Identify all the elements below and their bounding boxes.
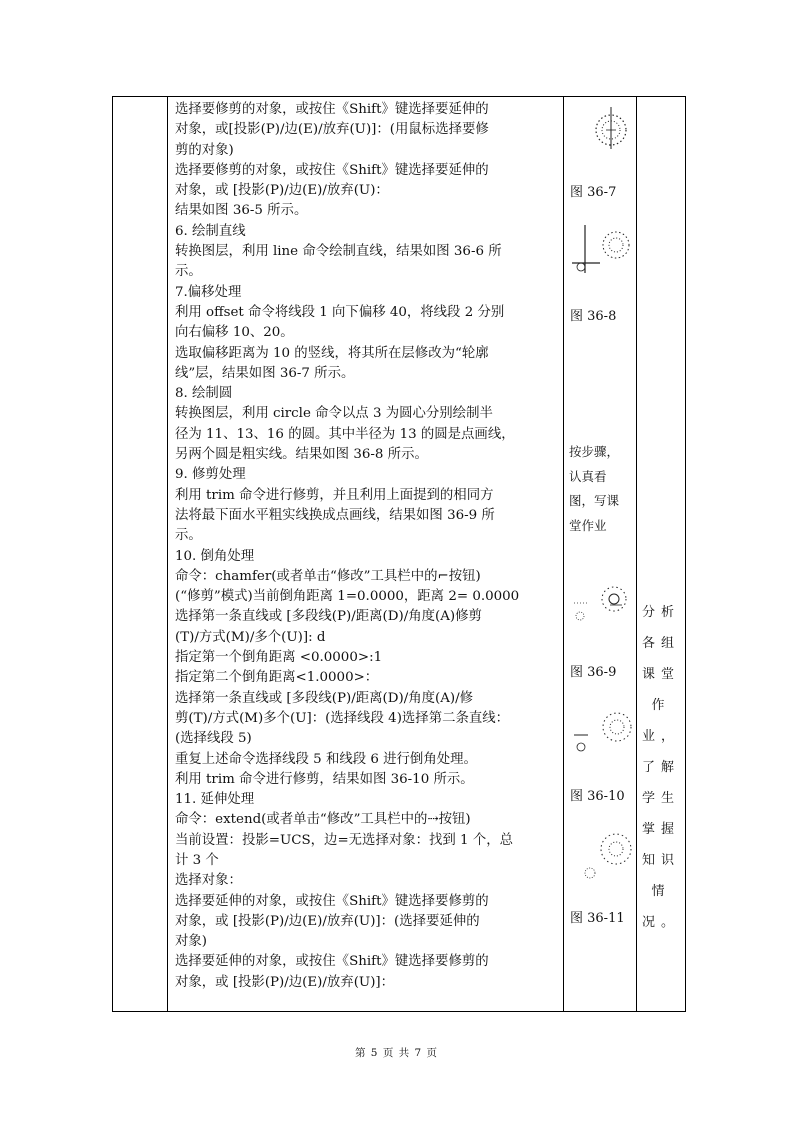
footer-page-number: 5: [370, 1047, 379, 1059]
content-line: 剪(T)/方式(M)多个(U]：(选择线段 4)选择第二条直线：: [175, 710, 510, 726]
footer-label-ye: 页: [382, 1047, 395, 1059]
analysis-line: 分析: [641, 605, 680, 620]
content-line: (“修剪”模式)当前倒角距离 1=0.0000，距离 2= 0.0000: [175, 589, 520, 605]
content-line: 选取偏移距离为 10 的竖线，将其所在层修改为“轮廓: [175, 345, 489, 361]
analysis-line: 业，了解: [641, 729, 680, 775]
analysis-text: [637, 597, 685, 938]
analysis-line: 情: [651, 884, 671, 899]
content-line: 命令：chamfer(或者单击“修改”工具栏中的⌐按钮): [175, 568, 481, 584]
footer-label-gong: 共: [398, 1047, 411, 1059]
content-line: 线”层，结果如图 36-7 所示。: [175, 365, 355, 381]
fig-36-10-caption: 图 36-10: [570, 789, 625, 804]
content-line: 7.偏移处理: [175, 284, 242, 300]
fig-36-7-icon: [590, 105, 632, 151]
content-line: 指定第一个倒角距离 <0.0000>:1: [175, 650, 383, 666]
side-note: [569, 440, 619, 538]
content-line: 选择要修剪的对象，或按住《Shift》键选择要延伸的: [175, 162, 489, 178]
content-line: 对象，或 [投影(P)/边(E)/放弃(U)]：(选择要延伸的: [175, 913, 480, 929]
figures-column-cell: [564, 97, 637, 1012]
analysis-line: 各组: [641, 636, 680, 651]
content-line: 结果如图 36-5 所示。: [175, 203, 308, 219]
content-line: 命令：extend(或者单击“修改”工具栏中的⇢按钮): [175, 812, 471, 828]
content-line: 选择要修剪的对象，或按住《Shift》键选择要延伸的: [175, 102, 489, 117]
content-line: 对象，或 [投影(P)/边(E)/放弃(U)：: [175, 183, 389, 199]
content-line: 对象，或 [投影(P)/边(E)/放弃(U)]：: [175, 974, 395, 990]
lesson-table: [112, 96, 686, 1012]
content-line: 另两个圆是粗实线。结果如图 36-8 所示。: [175, 447, 428, 463]
fig-36-11-icon: [580, 827, 634, 883]
page-footer: [0, 1045, 793, 1060]
content-line: 向右偏移 10、20。: [175, 325, 294, 341]
content-line: 选择对象：: [175, 873, 242, 889]
fig-36-7-caption: 图 36-7: [570, 185, 617, 200]
content-line: 11. 延伸处理: [175, 792, 255, 808]
fig-36-11-caption: 图 36-11: [570, 911, 625, 926]
fig-36-8-caption: 图 36-8: [570, 309, 617, 324]
content-line: 利用 trim 命令进行修剪，并且利用上面提到的相同方: [175, 487, 494, 503]
content-line: 当前设置：投影=UCS，边=无选择对象：找到 1 个，总: [175, 832, 513, 848]
footer-total-pages: 7: [414, 1047, 423, 1059]
content-line: 选择要延伸的对象，或按住《Shift》键选择要修剪的: [175, 893, 489, 909]
fig-36-8-icon: [570, 225, 632, 277]
content-line: 10. 倒角处理: [175, 548, 255, 564]
fig-36-10-icon: [572, 709, 634, 755]
analysis-line: 况。: [641, 915, 680, 930]
content-line: 径为 11、13、16 的圆。其中半径为 13 的圆是点画线，: [175, 426, 515, 442]
content-line: 转换图层，利用 circle 命令以点 3 为圆心分别绘制半: [175, 406, 493, 422]
content-line: (选择线段 5): [175, 731, 252, 747]
content-line: 8. 绘制圆: [175, 386, 233, 402]
footer-label-di: 第: [354, 1047, 367, 1059]
footer-label-ye2: 页: [426, 1047, 439, 1059]
content-line: 对象，或[投影(P)/边(E)/放弃(U)]：(用鼠标选择要修: [175, 122, 489, 138]
analysis-line: 知识: [641, 853, 680, 868]
analysis-line: 作: [651, 698, 671, 713]
content-line: 选择第一条直线或 [多段线(P)/距离(D)/角度(A)/修: [175, 690, 474, 706]
content-line: 指定第二个倒角距离<1.0000>：: [175, 670, 379, 686]
content-line: 法将最下面水平粗实线换成点画线，结果如图 36-9 所: [175, 507, 495, 523]
content-line: 利用 trim 命令进行修剪，结果如图 36-10 所示。: [175, 771, 474, 787]
fig-36-9-icon: [572, 581, 634, 627]
empty-column-cell: [113, 97, 168, 1012]
content-line: 选择要延伸的对象，或按住《Shift》键选择要修剪的: [175, 954, 489, 970]
analysis-line: 课堂: [641, 667, 680, 682]
analysis-line: 掌握: [641, 822, 680, 837]
content-line: 选择第一条直线或 [多段线(P)/距离(D)/角度(A)修剪: [175, 609, 482, 625]
content-line: 转换图层，利用 line 命令绘制直线，结果如图 36-6 所: [175, 244, 502, 260]
steps-text: [168, 97, 563, 993]
side-note-line: 按步骤，: [569, 444, 620, 459]
content-line: 9. 修剪处理: [175, 467, 246, 483]
content-line: (T)/方式(M)/多个(U)]: d: [175, 629, 326, 645]
analysis-line: 学生: [641, 791, 680, 806]
side-note-line: 堂作业: [569, 517, 607, 533]
content-line: 示。: [175, 528, 202, 544]
side-note-line: 认真看: [569, 468, 607, 484]
content-line: 利用 offset 命令将线段 1 向下偏移 40，将线段 2 分别: [175, 304, 505, 320]
side-note-line: 图，写课: [569, 493, 620, 508]
content-line: 计 3 个: [175, 852, 219, 868]
fig-36-9-caption: 图 36-9: [570, 665, 617, 680]
content-line: 6. 绘制直线: [175, 223, 246, 239]
analysis-column-cell: [637, 97, 686, 1012]
content-line: 剪的对象): [175, 142, 234, 158]
content-line: 对象): [175, 934, 208, 950]
content-line: 示。: [175, 264, 202, 280]
content-line: 重复上述命令选择线段 5 和线段 6 进行倒角处理。: [175, 751, 477, 767]
steps-column-cell: [168, 97, 564, 1012]
